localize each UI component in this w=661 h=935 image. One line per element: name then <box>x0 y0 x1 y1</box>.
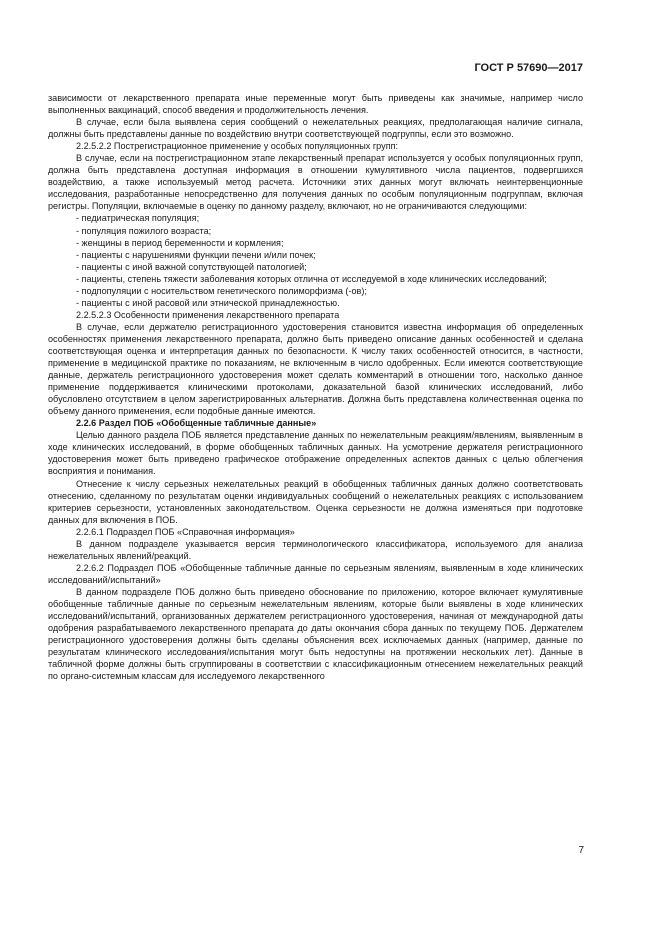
list-item: - популяция пожилого возраста; <box>76 225 212 236</box>
section-heading: 2.2.5.2.3 Особенности применения лекарственного препарата <box>76 309 340 320</box>
list-item: - подпопуляции с носительством генетического полиморфизма (-ов); <box>76 285 367 296</box>
section-heading: 2.2.6.2 Подраздел ПОБ «Обобщенные табличные данные по серьезным явлениям, выявленным в ходе клинических исследований/испытаний» <box>48 562 583 585</box>
paragraph: зависимости от лекарственного препарата иные переменные могут быть приведены как значимые, например число выполненных вакцинаций, способ введения и продолжительность лечения. <box>48 93 583 116</box>
paragraph: В данном подразделе указывается версия терминологического классификатора, используемого для анализа нежелательных явлений/реакций. <box>48 538 583 561</box>
paragraph: В случае, если на пострегистрационном этапе лекарственный препарат используется у особых популяционных групп, должна быть представлена доступная информация в отношении кумулятивного числа пациентов, подвергшихся воздействию, а также используемый метод расчета. Источники этих данных могут включать неинтервенционные исследования, разработанные непосредственно для получения данных по особым популяционным подгруппам, включая регистры. Популяции, включаемые в оценку по данному разделу, включают, но не ограничиваются следующими: <box>48 153 583 212</box>
list-item: - пациенты с иной важной сопутствующей патологией; <box>76 261 307 272</box>
body-text <box>48 92 583 682</box>
paragraph: В случае, если была выявлена серия сообщений о нежелательных реакциях, предполагающая наличие сигнала, должны быть представлены данные по воздействию внутри соответствующей подгруппы, если это возможно. <box>48 117 583 140</box>
paragraph: Целью данного раздела ПОБ является представление данных по нежелательным реакциям/явлениям, выявленным в ходе клинических исследований, в форме обобщенных табличных данных. На усмотрение держателя регистрационного удостоверения может быть приведено графическое отображение определенных аспектов данных с целью облегчения восприятия и понимания. <box>48 430 583 477</box>
document-id-header: ГОСТ Р 57690—2017 <box>474 62 583 74</box>
list-item: - пациенты с нарушениями функции печени и/или почек; <box>76 249 316 260</box>
section-heading: 2.2.5.2.2 Пострегистрационное применение у особых популяционных групп: <box>76 141 399 152</box>
list-item: - пациенты с иной расовой или этнической принадлежностью. <box>76 297 340 308</box>
page-number: 7 <box>578 845 584 856</box>
paragraph: Отнесение к числу серьезных нежелательных реакций в обобщенных табличных данных должно соответствовать отнесению, сделанному по результатам оценки индивидуальных сообщений о нежелательных реакциях с использованием критериев серьезности, установленных законодательством. Оценка серьезности не должна изменяться при подготовке данных для включения в ПОБ. <box>48 478 583 525</box>
paragraph: В случае, если держателю регистрационного удостоверения становится известна информация об определенных особенностях применения лекарственного препарата, должно быть приведено описание данных особенностей и сделана соответствующая оценка и интерпретация данных по безопасности. К числу таких особенностей относится, в частности, применение в медицинской практике по показаниям, не включенным в число одобренных. Если имеются соответствующие данные, держатель регистрационного удостоверения может сделать комментарий в отношении того, насколько данное применение поддерживается клиническими протоколами, доказательной базой клинических исследований, либо обусловлено отсутствием в целом зарегистрированных альтернатив. Должна быть представлена количественная оценка по объему данного применения, если подобные данные имеются. <box>48 321 583 417</box>
paragraph: В данном подразделе ПОБ должно быть приведено обоснование по приложению, которое включает кумулятивные обобщенные табличные данные по серьезным нежелательным явлениям, которые были выявлены в ходе клинических исследований/испытаний, организованных держателем регистрационного удостоверения, начиная от международной даты одобрения разрабатываемого лекарственного препарата до даты окончания сбора данных по текущему ПОБ. Держателем регистрационного удостоверения должны быть сделаны объяснения всех исключаемых данных (например, данные по результатам клинического исследования/испытания могут быть недоступны на протяжении нескольких лет). Данные в табличной форме должны быть сгруппированы в соответствии с классификационным отнесением нежелательных реакций по органо-системным классам для исследуемого лекарственного <box>48 586 583 682</box>
section-heading: 2.2.6 Раздел ПОБ «Обобщенные табличные данные» <box>76 418 317 429</box>
section-heading: 2.2.6.1 Подраздел ПОБ «Справочная информация» <box>76 526 295 537</box>
list-item: - педиатрическая популяция; <box>76 213 200 224</box>
list-item: - женщины в период беременности и кормления; <box>76 237 284 248</box>
list-item: - пациенты, степень тяжести заболевания которых отлична от исследуемой в ходе клинических исследований; <box>76 273 547 284</box>
